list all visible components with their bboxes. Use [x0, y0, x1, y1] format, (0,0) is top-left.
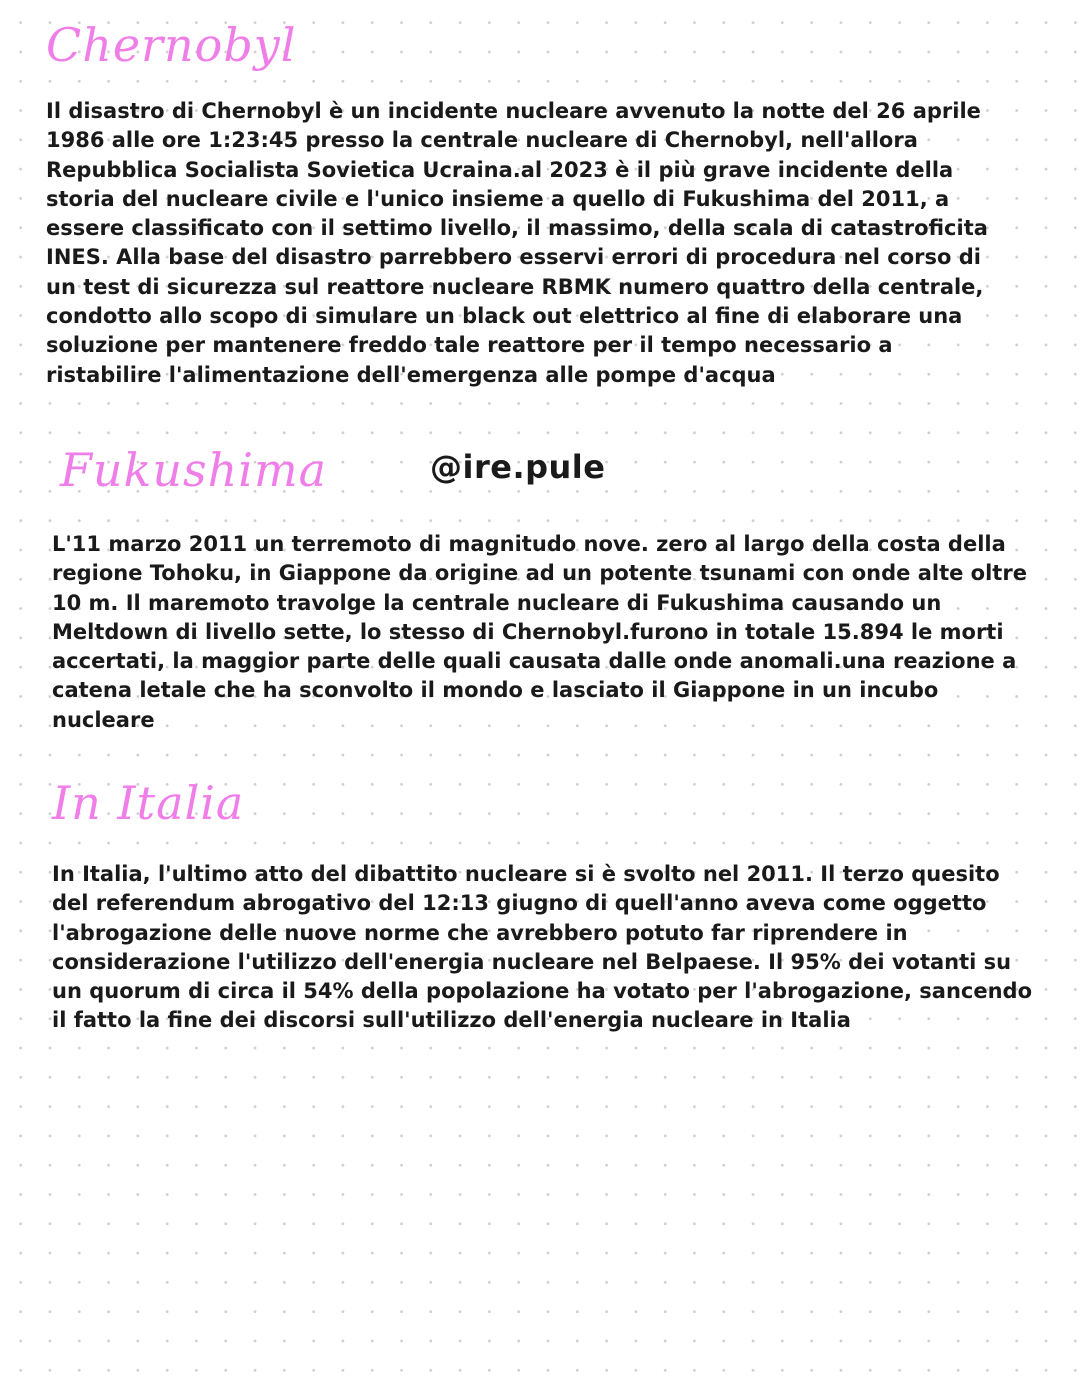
- author-handle: @ire.pule: [430, 448, 606, 486]
- chernobyl-paragraph: Il disastro di Chernobyl è un incidente nucleare avvenuto la notte del 26 aprile 1986 alle ore 1:23:45 presso la centrale nucleare di Chernobyl, nell'allora Repubblica Socialista Sovietica Ucraina.al 2023 è il più grave incidente della storia del nucleare civile e l'unico insieme a quello di Fukushima del 2011, a essere classificato con il settimo livello, il massimo, della scala di catastroficita INES. Alla base del disastro parrebbero esservi errori di procedura nel corso di un test di sicurezza sul reattore nucleare RBMK numero quattro della centrale, condotto allo scopo di simulare un black out elettrico al fine di elaborare una soluzione per mantenere freddo tale reattore per il tempo necessario a ristabilire l'alimentazione dell'emergenza alle pompe d'acqua: [46, 99, 988, 387]
- chernobyl-heading: Chernobyl: [46, 18, 297, 72]
- italia-paragraph: In Italia, l'ultimo atto del dibattito nucleare si è svolto nel 2011. Il terzo quesito del referendum abrogativo del 12:13 giugno di quell'anno aveva come oggetto l'abrogazione delle nuove norme che avrebbero potuto far riprendere in considerazione l'utilizzo dell'energia nucleare nel Belpaese. Il 95% dei votanti su un quorum di circa il 54% della popolazione ha votato per l'abrogazione, sancendo il fatto la fine dei discorsi sull'utilizzo dell'energia nucleare in Italia: [52, 862, 1033, 1033]
- fukushima-paragraph: L'11 marzo 2011 un terremoto di magnitudo nove. zero al largo della costa della regione Tohoku, in Giappone da origine ad un potente tsunami con onde alte oltre 10 m. Il maremoto travolge la centrale nucleare di Fukushima causando un Meltdown di livello sette, lo stesso di Chernobyl.furono in totale 15.894 le morti accertati, la maggior parte delle quali causata dalle onde anomali.una reazione a catena letale che ha sconvolto il mondo e lasciato il Giappone in un incubo nucleare: [52, 532, 1027, 732]
- fukushima-heading: Fukushima: [60, 443, 328, 497]
- italia-heading: In Italia: [52, 776, 245, 830]
